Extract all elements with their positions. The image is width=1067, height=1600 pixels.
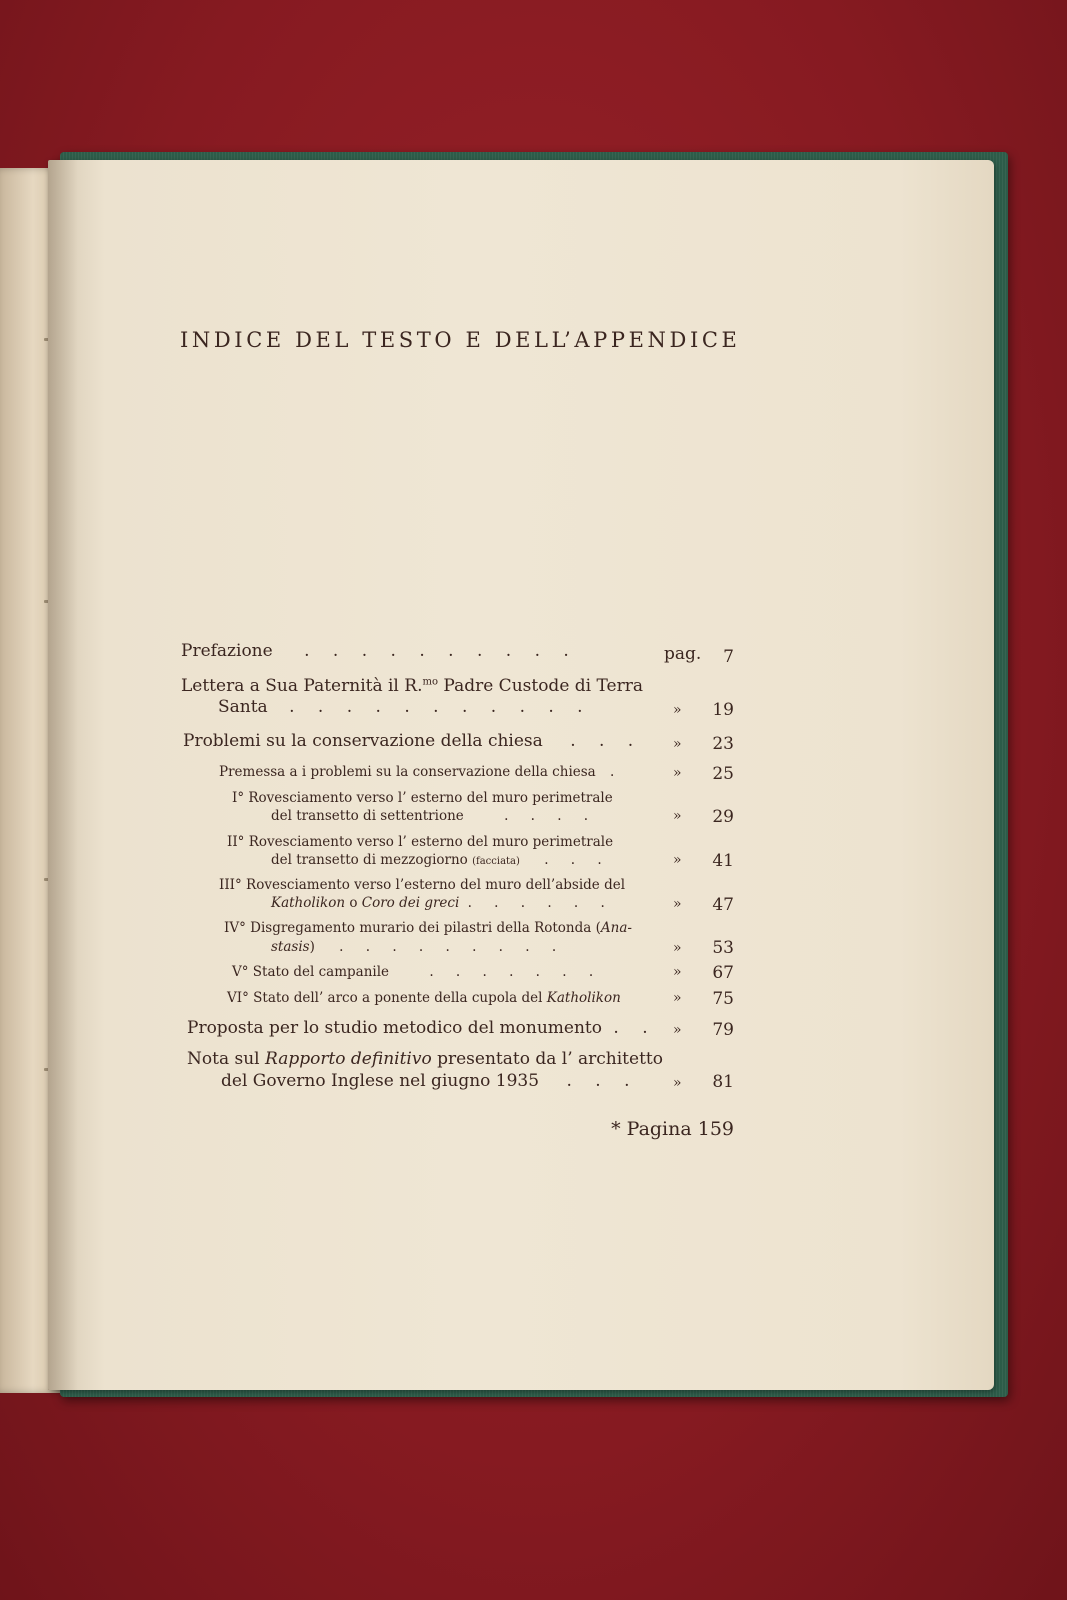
- toc-entry-item-1-line2: [271, 808, 597, 824]
- toc-label-italic: stasis: [271, 939, 310, 955]
- toc-entry-premessa: [219, 764, 623, 780]
- toc-entry-lettera-line2: [218, 697, 592, 717]
- toc-page-number: 47: [712, 895, 734, 915]
- footer-page-count: * Pagina 159: [611, 1118, 734, 1140]
- toc-entry-nota-line2: [221, 1071, 639, 1091]
- leader-dots: . . .: [570, 731, 643, 751]
- toc-label: Disgregamento murario dei pilastri della Rotonda (: [250, 920, 601, 936]
- ditto-mark: »: [673, 1075, 682, 1091]
- ditto-mark: »: [673, 896, 682, 912]
- ditto-mark: »: [673, 1022, 682, 1038]
- toc-label: del transetto di mezzogiorno: [271, 852, 468, 868]
- toc-entry-nota: [187, 1049, 663, 1069]
- toc-label: Santa: [218, 697, 268, 717]
- toc-label: Rovesciamento verso l’ esterno del muro perimetrale: [248, 790, 613, 806]
- ditto-mark: »: [673, 964, 682, 980]
- toc-label: o: [345, 895, 362, 911]
- toc-entry-item-6: [227, 990, 621, 1006]
- toc-entry-lettera: [181, 676, 643, 696]
- toc-page-number: 7: [723, 647, 734, 667]
- toc-entry-problemi: [183, 731, 642, 751]
- toc-label: Nota sul: [187, 1049, 265, 1069]
- toc-label-italic: Rapporto definitivo: [265, 1049, 432, 1069]
- toc-entry-item-4: [224, 920, 632, 936]
- toc-label: Rovesciamento verso l’ esterno del muro perimetrale: [248, 834, 614, 850]
- toc-label-italic: Katholikon: [546, 990, 621, 1006]
- toc-entry-proposta: [187, 1018, 657, 1038]
- toc-label: Stato dell’ arco a ponente della cupola del: [253, 990, 547, 1006]
- leader-dots: .: [610, 764, 624, 780]
- toc-label: del Governo Inglese nel giugno 1935: [221, 1071, 540, 1091]
- toc-label: ): [309, 939, 315, 955]
- toc-label: Rovesciamento verso l’esterno del muro dell’abside del: [246, 877, 626, 893]
- toc-page-number: 53: [712, 938, 734, 958]
- toc-entry-item-1: [232, 790, 613, 806]
- leader-dots: . . . . . .: [467, 895, 614, 911]
- toc-label: Padre Custode di Terra: [438, 676, 643, 696]
- toc-entry-item-3: [219, 877, 625, 893]
- toc-label-italic: Katholikon: [271, 895, 346, 911]
- toc-entry-prefazione: [181, 641, 578, 661]
- toc-label-italic: Ana-: [600, 920, 632, 936]
- leader-dots: . . . . . . . . .: [339, 939, 566, 955]
- page-title: INDICE DEL TESTO E DELL’APPENDICE: [180, 328, 741, 352]
- ditto-mark: »: [673, 940, 682, 956]
- leader-dots: . . . . . . . . . .: [304, 641, 578, 661]
- leader-dots: . . . . . . .: [429, 964, 603, 980]
- toc-label: Stato del campanile: [252, 964, 390, 980]
- toc-entry-item-4-line2: [271, 939, 565, 955]
- ditto-mark: »: [673, 736, 682, 752]
- toc-page-number: 41: [712, 851, 734, 871]
- toc-entry-item-3-line2: [271, 895, 614, 911]
- gutter-shadow: [48, 160, 78, 1390]
- roman-numeral: II°: [227, 834, 245, 850]
- toc-page-number: 75: [712, 989, 734, 1009]
- toc-page-number: 79: [712, 1020, 734, 1040]
- toc-label: Lettera a Sua Paternità il R.: [181, 676, 423, 696]
- roman-numeral: IV°: [224, 920, 246, 936]
- superscript: mo: [422, 676, 438, 688]
- toc-page-number: 19: [712, 700, 734, 720]
- roman-numeral: III°: [219, 877, 242, 893]
- leader-dots: . . . . . . . . . . .: [289, 697, 592, 717]
- toc-label: del transetto di settentrione: [271, 808, 464, 824]
- toc-entry-item-5: [232, 964, 602, 980]
- roman-numeral: V°: [232, 964, 249, 980]
- toc-pag-label: pag.: [664, 644, 702, 664]
- toc-label: presentato da l’ architetto: [431, 1049, 663, 1069]
- toc-label: Problemi su la conservazione della chiesa: [183, 731, 543, 751]
- leader-dots: . . . .: [504, 808, 598, 824]
- toc-entry-item-2-line2: [271, 852, 611, 868]
- toc-page-number: 25: [712, 764, 734, 784]
- toc-label: Premessa a i problemi su la conservazione della chiesa: [219, 764, 596, 780]
- leader-dots: . .: [613, 1018, 657, 1038]
- toc-label-italic: Coro dei greci: [361, 895, 460, 911]
- toc-page-number: 81: [712, 1072, 734, 1092]
- toc-page-number: 29: [712, 807, 734, 827]
- toc-note: (facciata): [472, 856, 520, 867]
- ditto-mark: »: [673, 702, 682, 718]
- toc-label: Prefazione: [181, 641, 273, 661]
- ditto-mark: »: [673, 808, 682, 824]
- toc-label: Proposta per lo studio metodico del monumento: [187, 1018, 602, 1038]
- toc-page-number: 23: [712, 734, 734, 754]
- roman-numeral: VI°: [227, 990, 249, 1006]
- toc-entry-item-2: [227, 834, 613, 850]
- ditto-mark: »: [673, 990, 682, 1006]
- ditto-mark: »: [673, 852, 682, 868]
- ditto-mark: »: [673, 765, 682, 781]
- leader-dots: . . .: [566, 1071, 639, 1091]
- roman-numeral: I°: [232, 790, 245, 806]
- leader-dots: . . .: [544, 852, 611, 868]
- toc-page-number: 67: [712, 963, 734, 983]
